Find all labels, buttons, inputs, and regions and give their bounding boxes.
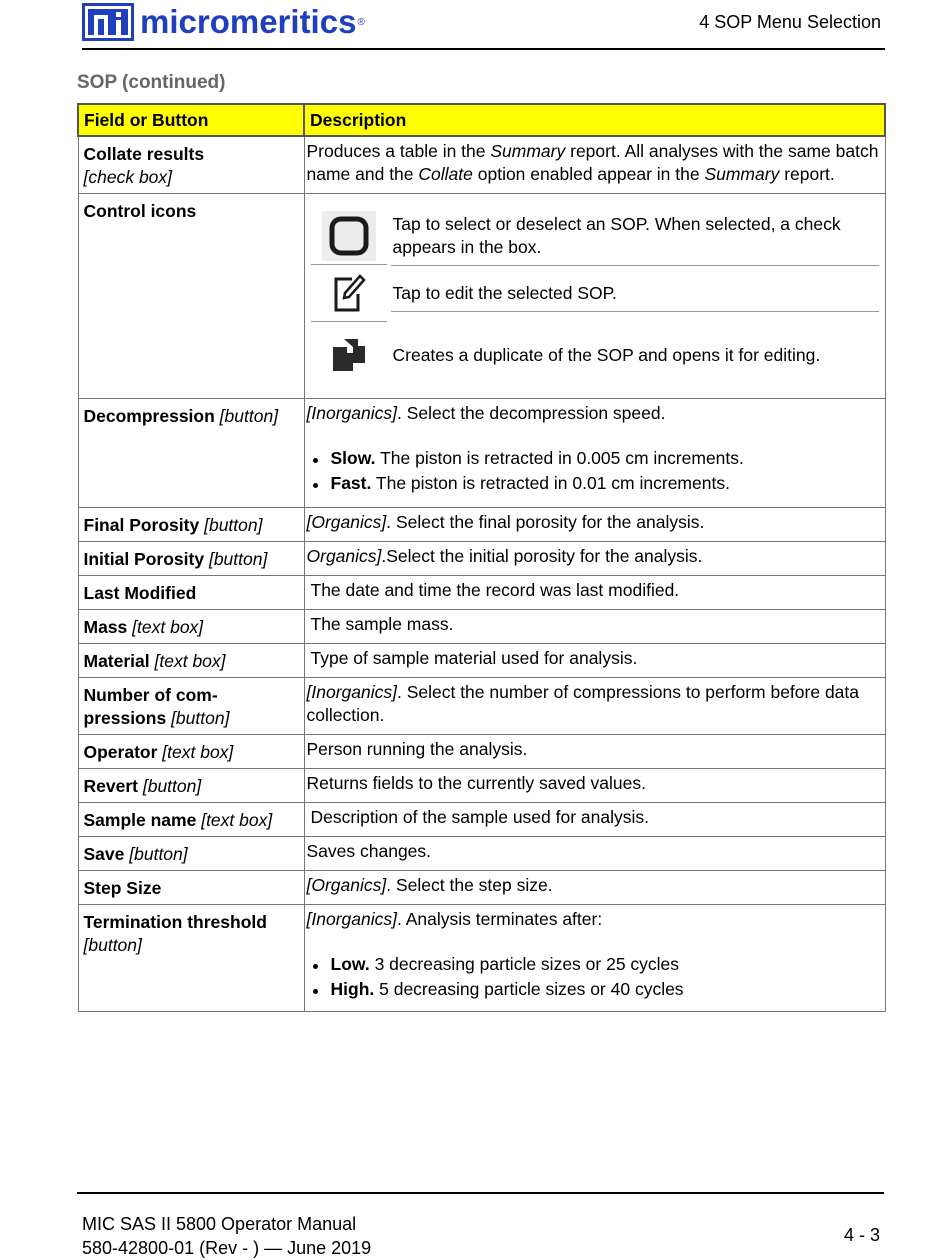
- description-prefix: [Inorganics]: [306, 403, 397, 423]
- table-row: [78, 644, 885, 678]
- field-name: Operator: [83, 742, 158, 762]
- control-icon-description: Tap to edit the selected SOP.: [391, 276, 879, 312]
- section-title: SOP (continued): [77, 72, 226, 93]
- field-name: pressions: [83, 708, 167, 728]
- field-cell: [78, 610, 304, 644]
- description-text: report. All analyses with the same batch name and the: [306, 141, 879, 184]
- description-emphasis: Collate: [418, 164, 473, 184]
- description-cell: [304, 803, 885, 837]
- field-name: Decompression: [83, 406, 215, 426]
- field-name: Material: [83, 651, 150, 671]
- micromeritics-logo-mark-icon: [82, 3, 134, 41]
- description-text: option enabled appear in the: [472, 164, 705, 184]
- description-prefix: Organics]: [306, 546, 382, 566]
- footer-doc-number: 580-42800-01 (Rev - ) — June 2019: [82, 1238, 372, 1258]
- chapter-title: 4 SOP Menu Selection: [699, 12, 881, 32]
- option-label: Low.: [330, 954, 370, 974]
- description-cell: [304, 610, 885, 644]
- field-cell: [78, 644, 304, 678]
- icon-cell: [311, 322, 387, 388]
- field-type: [button]: [142, 776, 202, 796]
- description-cell: [304, 136, 885, 194]
- description-cell: [304, 542, 885, 576]
- description-text: .Select the initial porosity for the analysis.: [381, 546, 703, 566]
- field-type: [text box]: [162, 742, 234, 762]
- description-text: Type of sample material used for analysis.: [310, 648, 638, 668]
- field-type: [text box]: [132, 617, 204, 637]
- control-icon-description: Tap to select or deselect an SOP. When selected, a check appears in the box.: [391, 207, 879, 266]
- field-cell: [78, 136, 304, 194]
- option-text: The piston is retracted in 0.01 cm increments.: [371, 473, 730, 493]
- description-emphasis: Summary: [490, 141, 566, 161]
- description-text: . Select the number of compressions to perform before data collection.: [306, 682, 860, 725]
- description-text: Saves changes.: [306, 841, 432, 861]
- description-cell: [304, 837, 885, 871]
- description-text: Description of the sample used for analysis.: [310, 807, 649, 827]
- table-row: [78, 194, 885, 399]
- description-emphasis: Summary: [704, 164, 780, 184]
- table-row: [78, 871, 885, 905]
- control-icon-row: [311, 207, 879, 266]
- list-item: [307, 447, 883, 470]
- description-cell: [304, 735, 885, 769]
- description-text: report.: [779, 164, 835, 184]
- description-prefix: [Inorganics]: [306, 909, 397, 929]
- description-text: . Select the decompression speed.: [396, 403, 666, 423]
- icon-cell: [311, 266, 387, 322]
- description-text: The date and time the record was last modified.: [310, 580, 680, 600]
- list-item: [307, 953, 883, 976]
- description-prefix: [Organics]: [306, 512, 387, 532]
- footer-divider: [77, 1192, 884, 1194]
- field-name: Sample name: [83, 810, 197, 830]
- icon-cell: [311, 209, 387, 265]
- description-text: The sample mass.: [310, 614, 454, 634]
- field-cell: [78, 576, 304, 610]
- field-cell: [78, 508, 304, 542]
- description-text: Person running the analysis.: [306, 739, 528, 759]
- option-text: 3 decreasing particle sizes or 25 cycles: [369, 954, 680, 974]
- field-name: Last Modified: [83, 583, 197, 603]
- control-icon-row: [311, 266, 879, 322]
- field-name: Number of com-: [83, 685, 218, 705]
- description-cell: [304, 194, 885, 399]
- table-row: [78, 399, 885, 508]
- table-header-row: [78, 104, 885, 136]
- field-type: [button]: [129, 844, 188, 864]
- description-cell: [304, 871, 885, 905]
- column-header-description: Description: [304, 104, 885, 136]
- field-cell: [78, 678, 304, 735]
- field-name: Collate results: [83, 144, 205, 164]
- description-cell: [304, 576, 885, 610]
- table-row: [78, 576, 885, 610]
- list-item: [307, 978, 883, 1001]
- table-row: [78, 905, 885, 1012]
- option-list: [307, 953, 883, 1001]
- option-label: High.: [330, 979, 375, 999]
- field-cell: [78, 399, 304, 508]
- logo-text: micromeritics: [140, 3, 357, 40]
- option-list: [307, 447, 883, 495]
- field-cell: [78, 194, 304, 399]
- field-cell: [78, 837, 304, 871]
- field-name: Final Porosity: [83, 515, 200, 535]
- description-text: . Select the final porosity for the analysis.: [386, 512, 705, 532]
- field-cell: [78, 905, 304, 1012]
- duplicate-icon: [331, 337, 367, 373]
- description-prefix: [Organics]: [306, 875, 387, 895]
- table-row: [78, 136, 885, 194]
- column-header-field: Field or Button: [78, 104, 304, 136]
- sop-fields-table: [77, 103, 886, 1012]
- control-icon-row: [311, 322, 879, 388]
- field-type: [check box]: [83, 167, 173, 187]
- field-cell: [78, 871, 304, 905]
- table-row: [78, 678, 885, 735]
- field-name: Termination threshold: [83, 912, 267, 932]
- description-text: . Analysis terminates after:: [396, 909, 603, 929]
- field-type: [button]: [171, 708, 230, 728]
- field-name: Control icons: [83, 201, 197, 221]
- control-icon-description: Creates a duplicate of the SOP and opens it for editing.: [392, 344, 821, 365]
- description-cell: [304, 678, 885, 735]
- field-name: Step Size: [83, 878, 162, 898]
- page-header: [82, 0, 885, 50]
- table-row: [78, 769, 885, 803]
- logo-registered-mark: ®: [357, 16, 365, 28]
- option-text: The piston is retracted in 0.005 cm increments.: [375, 448, 744, 468]
- table-row: [78, 735, 885, 769]
- description-text: . Select the step size.: [386, 875, 553, 895]
- field-type: [button]: [219, 406, 279, 426]
- description-text: Returns fields to the currently saved values.: [306, 773, 646, 793]
- list-item: [307, 472, 883, 495]
- option-text: 5 decreasing particle sizes or 40 cycles: [374, 979, 684, 999]
- option-label: Fast.: [330, 473, 372, 493]
- edit-icon: [332, 274, 366, 314]
- field-type: [button]: [83, 935, 142, 955]
- field-name: Save: [83, 844, 125, 864]
- control-icons-list: [307, 197, 883, 394]
- table-row: [78, 508, 885, 542]
- option-label: Slow.: [330, 448, 376, 468]
- table-row: [78, 837, 885, 871]
- description-prefix: [Inorganics]: [306, 682, 397, 702]
- field-cell: [78, 803, 304, 837]
- field-name: Mass: [83, 617, 128, 637]
- page-number: 4 - 3: [843, 1225, 880, 1245]
- field-cell: [78, 542, 304, 576]
- field-name: Initial Porosity: [83, 549, 205, 569]
- description-cell: [304, 769, 885, 803]
- field-type: [button]: [208, 549, 268, 569]
- field-cell: [78, 769, 304, 803]
- table-row: [78, 542, 885, 576]
- footer-manual-title: MIC SAS II 5800 Operator Manual: [82, 1214, 357, 1234]
- description-text: Produces a table in the: [306, 141, 491, 161]
- footer-document-info: [82, 1212, 371, 1260]
- field-type: [button]: [204, 515, 263, 535]
- field-cell: [78, 735, 304, 769]
- description-cell: [304, 644, 885, 678]
- field-name: Revert: [83, 776, 138, 796]
- checkbox-icon: [322, 211, 376, 261]
- description-cell: [304, 905, 885, 1012]
- micromeritics-logo: [82, 2, 365, 42]
- field-type: [text box]: [154, 651, 226, 671]
- table-row: [78, 610, 885, 644]
- description-cell: [304, 508, 885, 542]
- description-cell: [304, 399, 885, 508]
- table-row: [78, 803, 885, 837]
- field-type: [text box]: [201, 810, 273, 830]
